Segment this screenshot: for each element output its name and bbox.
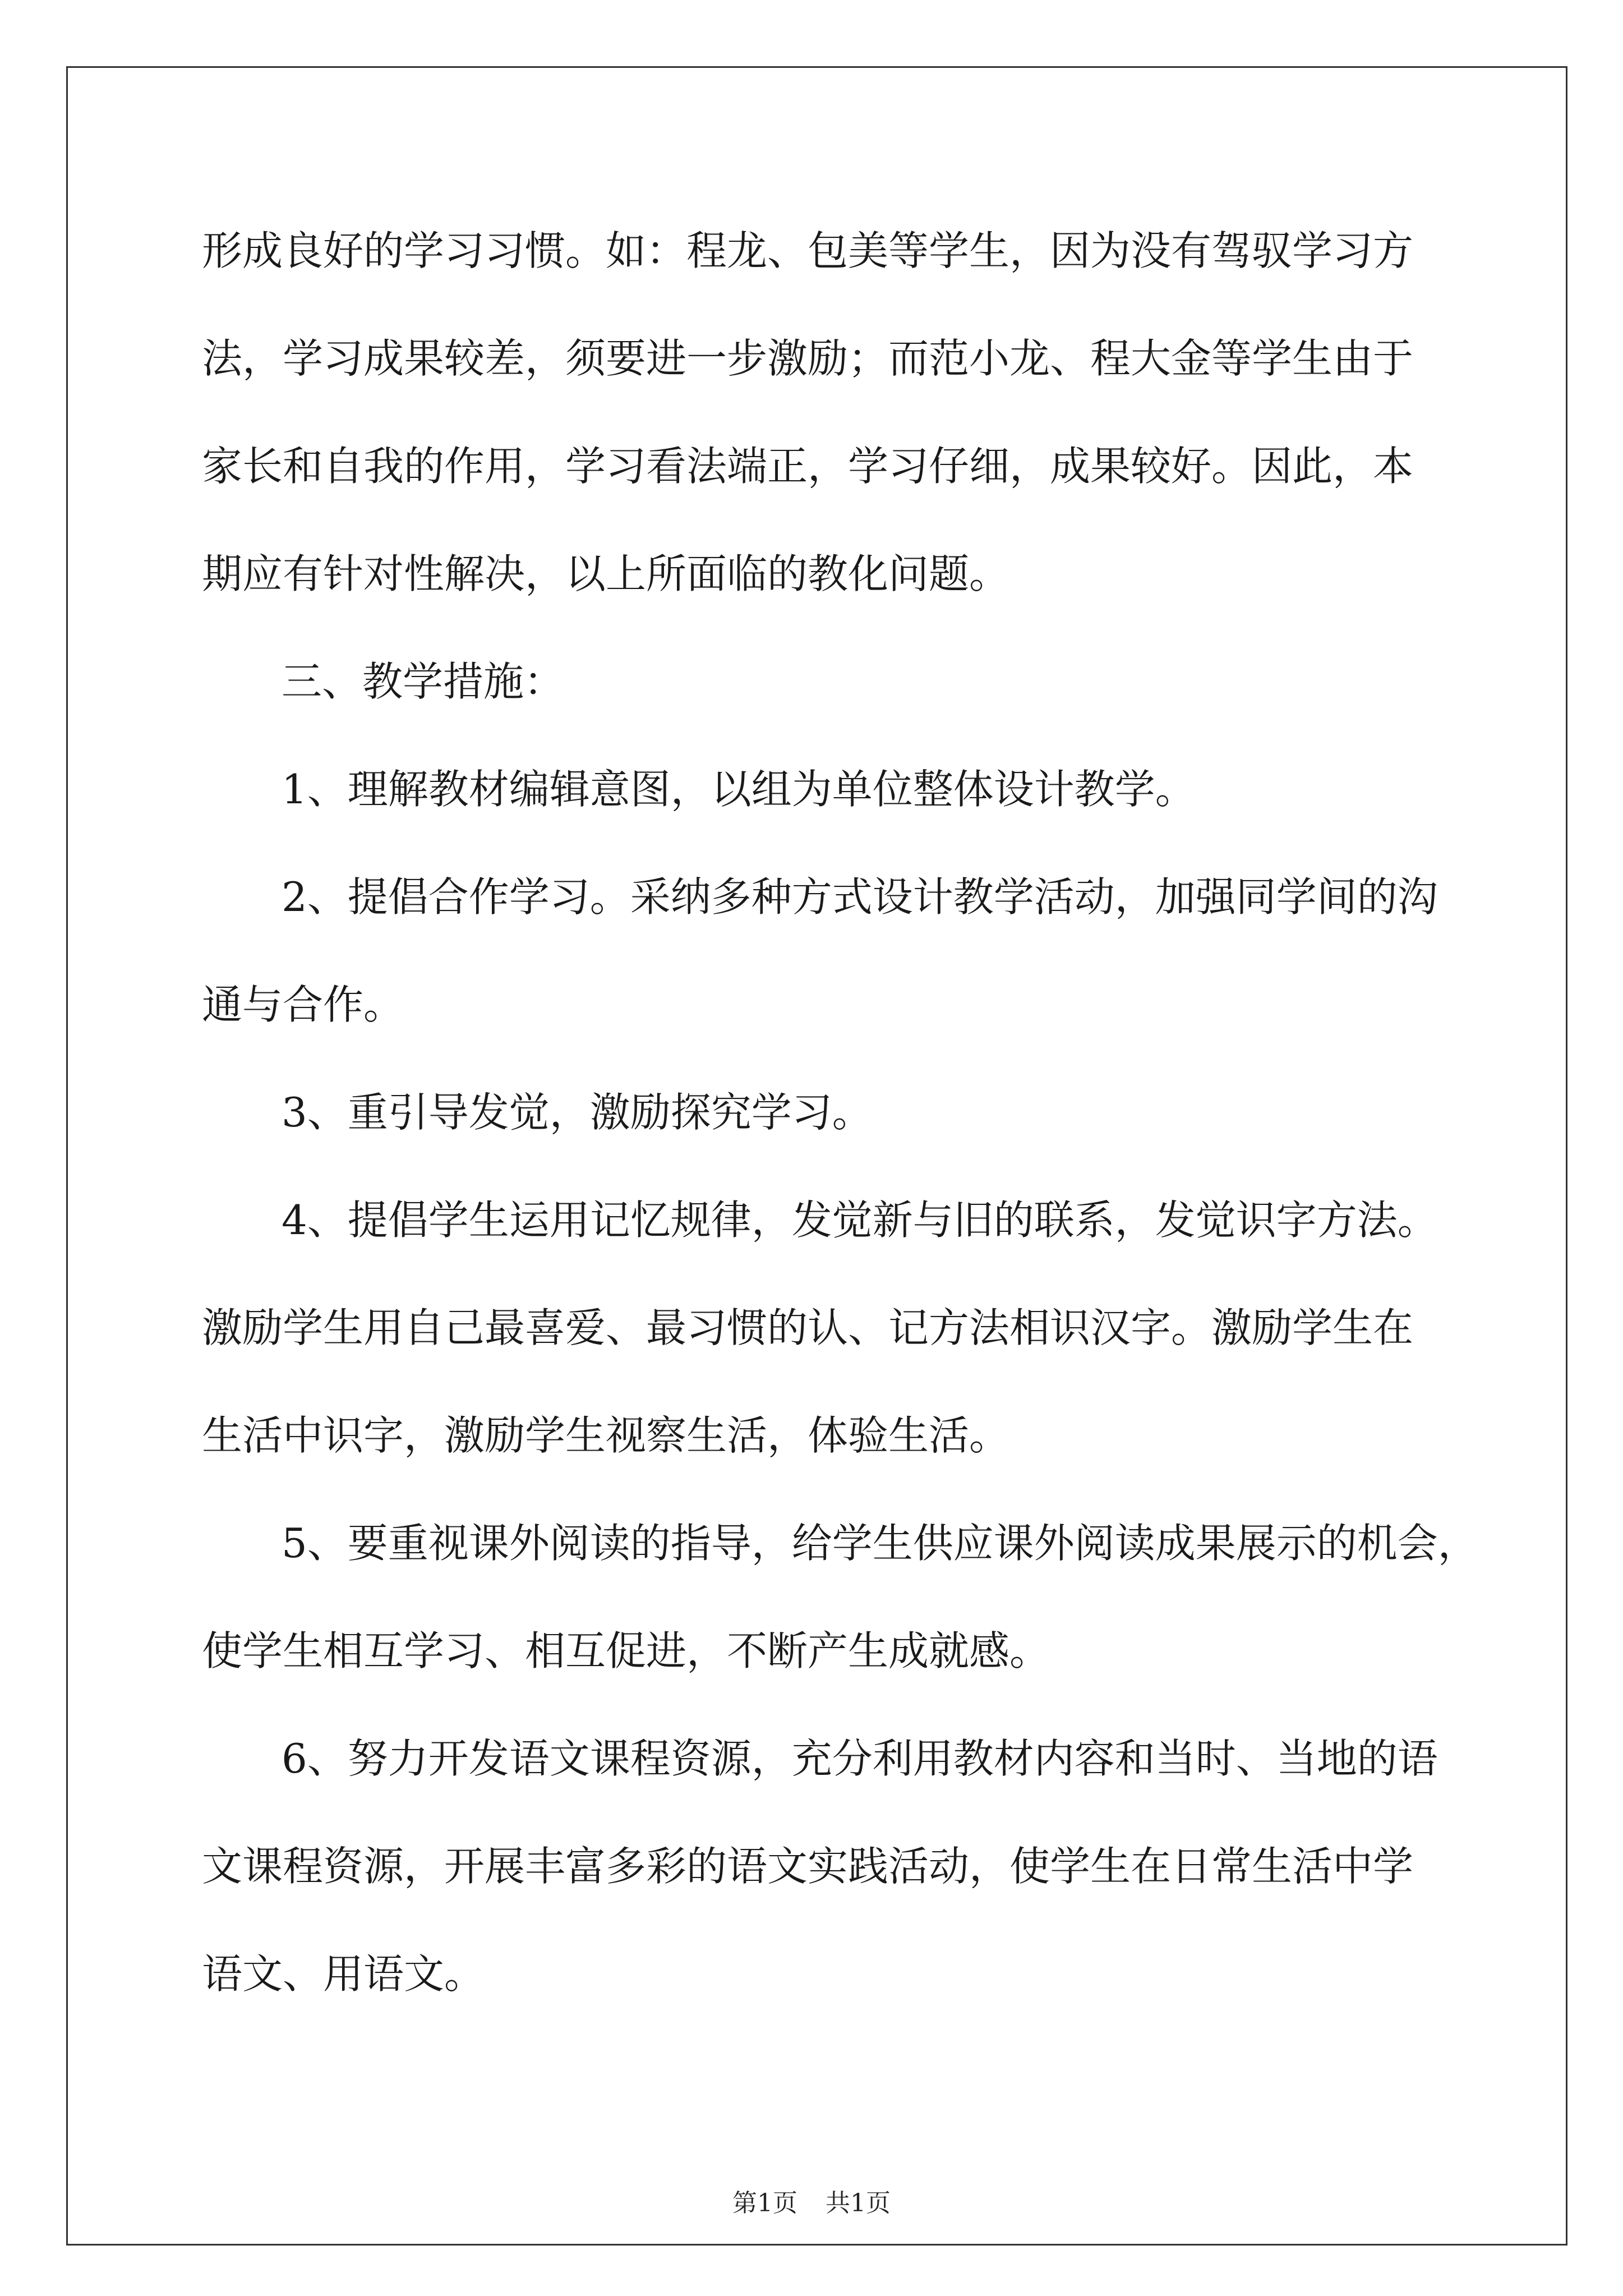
text-line: 语文、用语文。 bbox=[202, 1950, 485, 1998]
text-line: 文课程资源，开展丰富多彩的语文实践活动，使学生在日常生活中学 bbox=[202, 1843, 1414, 1890]
list-item: 1、理解教材编辑意图，以组为单位整体设计教学。 bbox=[282, 766, 1196, 813]
document-body bbox=[202, 197, 1537, 2028]
text-line: 法，学习成果较差，须要进一步激励；而范小龙、程大金等学生由于 bbox=[202, 335, 1414, 382]
list-item: 4、提倡学生运用记忆规律，发觉新与旧的联系，发觉识字方法。 bbox=[282, 1197, 1438, 1244]
text-line: 期应有针对性解决，以上所面临的教化问题。 bbox=[202, 550, 1010, 597]
text-line: 激励学生用自己最喜爱、最习惯的认、记方法相识汉字。激励学生在 bbox=[202, 1304, 1414, 1351]
page-footer bbox=[0, 2187, 1623, 2220]
text-line: 通与合作。 bbox=[202, 981, 404, 1028]
list-item: 5、要重视课外阅读的指导，给学生供应课外阅读成果展示的机会， bbox=[282, 1520, 1478, 1567]
text-line: 生活中识字，激励学生视察生活，体验生活。 bbox=[202, 1412, 1010, 1459]
page-total: 共1页 bbox=[826, 2189, 891, 2217]
list-item: 6、努力开发语文课程资源，充分利用教材内容和当时、当地的语 bbox=[282, 1735, 1438, 1782]
page-number: 第1页 bbox=[732, 2189, 797, 2217]
text-line: 家长和自我的作用，学习看法端正，学习仔细，成果较好。因此，本 bbox=[202, 443, 1414, 490]
section-heading: 三、教学措施： bbox=[282, 658, 565, 705]
text-line: 形成良好的学习习惯。如：程龙、包美等学生，因为没有驾驭学习方 bbox=[202, 227, 1414, 274]
list-item: 2、提倡合作学习。采纳多种方式设计教学活动，加强同学间的沟 bbox=[282, 873, 1438, 921]
list-item: 3、重引导发觉，激励探究学习。 bbox=[282, 1089, 873, 1136]
text-line: 使学生相互学习、相互促进，不断产生成就感。 bbox=[202, 1627, 1050, 1674]
